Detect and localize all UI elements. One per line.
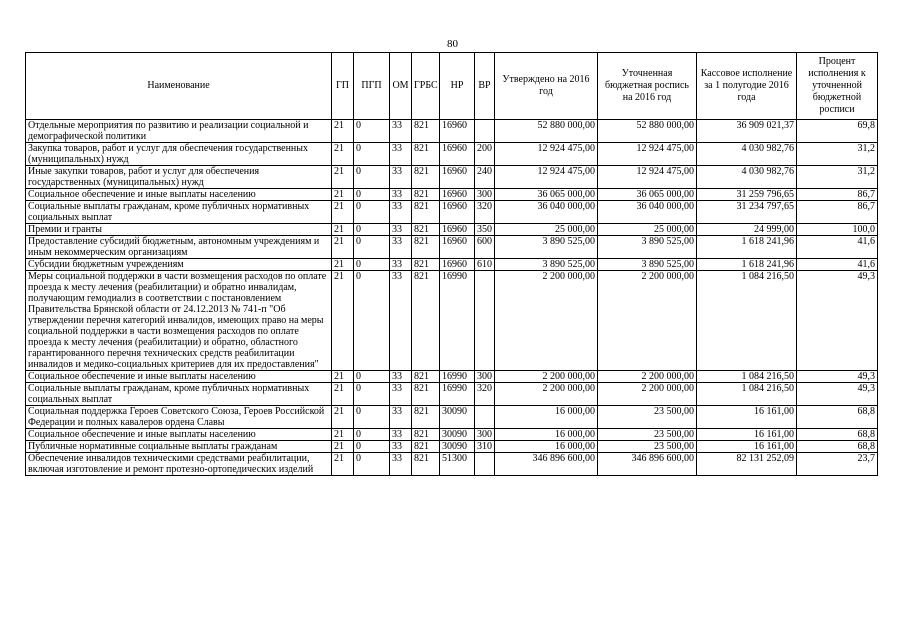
- cell-om: 33: [390, 441, 412, 453]
- cell-approved: 36 040 000,00: [495, 201, 598, 224]
- cell-cash: 16 161,00: [697, 406, 797, 429]
- cell-percent: 49,3: [797, 371, 878, 383]
- cell-refined: 25 000,00: [598, 224, 697, 236]
- cell-om: 33: [390, 453, 412, 476]
- cell-name: Меры социальной поддержки в части возмещения расходов по оплате проезда к месту лечения (реабилитации) и обратно инвалидам, получающим гемодиализ в соответствии с постановлением Правительства Брянской области от 24.12.2013 № 741-п "Об утверждении перечня категорий инвалидов, имеющих право на меры социальной поддержки в части возмещения расходов по оплате проезда к месту лечения (реабилитации) и обратно, областного гарантированного перечня технических средств реабилитации инвалидов и медико-социальных критериев для их предоставления": [26, 271, 332, 371]
- cell-pgp: 0: [354, 383, 390, 406]
- cell-grbs: 821: [412, 166, 440, 189]
- header-approved: Утверждено на 2016 год: [495, 53, 598, 120]
- cell-vr: [475, 453, 495, 476]
- cell-vr: 320: [475, 383, 495, 406]
- cell-om: 33: [390, 429, 412, 441]
- cell-refined: 12 924 475,00: [598, 166, 697, 189]
- cell-percent: 68,8: [797, 429, 878, 441]
- cell-gp: 21: [332, 236, 354, 259]
- cell-gp: 21: [332, 406, 354, 429]
- cell-percent: 31,2: [797, 143, 878, 166]
- cell-vr: 610: [475, 259, 495, 271]
- cell-np: 16960: [440, 224, 475, 236]
- cell-approved: 16 000,00: [495, 429, 598, 441]
- cell-approved: 12 924 475,00: [495, 143, 598, 166]
- cell-name: Закупка товаров, работ и услуг для обеспечения государственных (муниципальных) нужд: [26, 143, 332, 166]
- cell-pgp: 0: [354, 143, 390, 166]
- cell-om: 33: [390, 236, 412, 259]
- cell-gp: 21: [332, 441, 354, 453]
- table-row: [26, 120, 878, 143]
- cell-cash: 1 618 241,96: [697, 259, 797, 271]
- cell-gp: 21: [332, 271, 354, 371]
- cell-np: 16990: [440, 371, 475, 383]
- header-vr: ВР: [475, 53, 495, 120]
- cell-cash: 36 909 021,37: [697, 120, 797, 143]
- cell-approved: 36 065 000,00: [495, 189, 598, 201]
- cell-name: Социальное обеспечение и иные выплаты населению: [26, 429, 332, 441]
- cell-grbs: 821: [412, 371, 440, 383]
- cell-gp: 21: [332, 371, 354, 383]
- cell-percent: 86,7: [797, 201, 878, 224]
- cell-grbs: 821: [412, 453, 440, 476]
- header-cash: Кассовое исполнение за 1 полугодие 2016 года: [697, 53, 797, 120]
- cell-refined: 2 200 000,00: [598, 383, 697, 406]
- cell-approved: 52 880 000,00: [495, 120, 598, 143]
- cell-cash: 4 030 982,76: [697, 143, 797, 166]
- table-row: [26, 259, 878, 271]
- cell-vr: 600: [475, 236, 495, 259]
- header-name: Наименование: [26, 53, 332, 120]
- cell-grbs: 821: [412, 189, 440, 201]
- table-row: [26, 201, 878, 224]
- cell-percent: 31,2: [797, 166, 878, 189]
- cell-refined: 23 500,00: [598, 441, 697, 453]
- table-row: [26, 143, 878, 166]
- cell-vr: 300: [475, 429, 495, 441]
- cell-np: 16960: [440, 143, 475, 166]
- table-row: [26, 166, 878, 189]
- cell-pgp: 0: [354, 429, 390, 441]
- cell-pgp: 0: [354, 224, 390, 236]
- cell-cash: 16 161,00: [697, 429, 797, 441]
- cell-percent: 68,8: [797, 441, 878, 453]
- header-gp: ГП: [332, 53, 354, 120]
- cell-name: Премии и гранты: [26, 224, 332, 236]
- cell-cash: 1 084 216,50: [697, 371, 797, 383]
- page-number: 80: [447, 38, 458, 50]
- cell-approved: 16 000,00: [495, 441, 598, 453]
- cell-approved: 2 200 000,00: [495, 271, 598, 371]
- cell-approved: 2 200 000,00: [495, 371, 598, 383]
- header-om: ОМ: [390, 53, 412, 120]
- cell-refined: 2 200 000,00: [598, 371, 697, 383]
- cell-gp: 21: [332, 189, 354, 201]
- cell-cash: 24 999,00: [697, 224, 797, 236]
- table-row: [26, 383, 878, 406]
- cell-grbs: 821: [412, 259, 440, 271]
- cell-vr: 310: [475, 441, 495, 453]
- cell-refined: 3 890 525,00: [598, 236, 697, 259]
- cell-np: 16960: [440, 201, 475, 224]
- cell-name: Социальные выплаты гражданам, кроме публичных нормативных социальных выплат: [26, 383, 332, 406]
- cell-percent: 41,6: [797, 236, 878, 259]
- cell-refined: 346 896 600,00: [598, 453, 697, 476]
- cell-name: Социальные выплаты гражданам, кроме публичных нормативных социальных выплат: [26, 201, 332, 224]
- cell-gp: 21: [332, 143, 354, 166]
- header-grbs: ГРБС: [412, 53, 440, 120]
- cell-vr: [475, 120, 495, 143]
- cell-gp: 21: [332, 166, 354, 189]
- cell-om: 33: [390, 371, 412, 383]
- cell-approved: 3 890 525,00: [495, 236, 598, 259]
- cell-vr: [475, 406, 495, 429]
- cell-refined: 23 500,00: [598, 406, 697, 429]
- cell-np: 16990: [440, 383, 475, 406]
- cell-pgp: 0: [354, 201, 390, 224]
- cell-pgp: 0: [354, 259, 390, 271]
- cell-grbs: 821: [412, 236, 440, 259]
- cell-refined: 3 890 525,00: [598, 259, 697, 271]
- header-pgp: ПГП: [354, 53, 390, 120]
- cell-np: 30090: [440, 406, 475, 429]
- cell-vr: 300: [475, 189, 495, 201]
- table-row: [26, 224, 878, 236]
- cell-refined: 36 065 000,00: [598, 189, 697, 201]
- cell-cash: 1 618 241,96: [697, 236, 797, 259]
- table-row: [26, 189, 878, 201]
- cell-refined: 36 040 000,00: [598, 201, 697, 224]
- cell-grbs: 821: [412, 271, 440, 371]
- cell-pgp: 0: [354, 441, 390, 453]
- cell-gp: 21: [332, 120, 354, 143]
- cell-om: 33: [390, 259, 412, 271]
- header-row: [26, 53, 878, 120]
- cell-percent: 69,8: [797, 120, 878, 143]
- cell-vr: 240: [475, 166, 495, 189]
- cell-approved: 346 896 600,00: [495, 453, 598, 476]
- cell-name: Отдельные мероприятия по развитию и реализации социальной и демографической политики: [26, 120, 332, 143]
- cell-approved: 3 890 525,00: [495, 259, 598, 271]
- cell-pgp: 0: [354, 271, 390, 371]
- cell-om: 33: [390, 166, 412, 189]
- cell-name: Иные закупки товаров, работ и услуг для обеспечения государственных (муниципальных) нужд: [26, 166, 332, 189]
- cell-refined: 2 200 000,00: [598, 271, 697, 371]
- cell-grbs: 821: [412, 224, 440, 236]
- cell-percent: 23,7: [797, 453, 878, 476]
- cell-pgp: 0: [354, 166, 390, 189]
- cell-np: 30090: [440, 429, 475, 441]
- cell-om: 33: [390, 120, 412, 143]
- cell-refined: 52 880 000,00: [598, 120, 697, 143]
- cell-cash: 4 030 982,76: [697, 166, 797, 189]
- cell-name: Социальное обеспечение и иные выплаты населению: [26, 371, 332, 383]
- cell-om: 33: [390, 143, 412, 166]
- cell-approved: 16 000,00: [495, 406, 598, 429]
- cell-om: 33: [390, 406, 412, 429]
- cell-om: 33: [390, 224, 412, 236]
- cell-percent: 49,3: [797, 383, 878, 406]
- cell-refined: 12 924 475,00: [598, 143, 697, 166]
- table-row: [26, 406, 878, 429]
- cell-gp: 21: [332, 429, 354, 441]
- cell-gp: 21: [332, 201, 354, 224]
- cell-vr: 320: [475, 201, 495, 224]
- cell-pgp: 0: [354, 120, 390, 143]
- cell-percent: 49,3: [797, 271, 878, 371]
- cell-vr: 300: [475, 371, 495, 383]
- header-refined: Уточненная бюджетная роспись на 2016 год: [598, 53, 697, 120]
- table-row: [26, 271, 878, 371]
- cell-grbs: 821: [412, 429, 440, 441]
- cell-np: 16960: [440, 189, 475, 201]
- cell-cash: 1 084 216,50: [697, 271, 797, 371]
- cell-approved: 25 000,00: [495, 224, 598, 236]
- cell-percent: 41,6: [797, 259, 878, 271]
- cell-om: 33: [390, 201, 412, 224]
- cell-name: Социальное обеспечение и иные выплаты населению: [26, 189, 332, 201]
- cell-np: 30090: [440, 441, 475, 453]
- cell-grbs: 821: [412, 120, 440, 143]
- cell-om: 33: [390, 189, 412, 201]
- cell-grbs: 821: [412, 406, 440, 429]
- table-row: [26, 429, 878, 441]
- cell-pgp: 0: [354, 189, 390, 201]
- cell-refined: 23 500,00: [598, 429, 697, 441]
- cell-vr: [475, 271, 495, 371]
- table-row: [26, 453, 878, 476]
- cell-percent: 100,0: [797, 224, 878, 236]
- cell-grbs: 821: [412, 201, 440, 224]
- cell-vr: 200: [475, 143, 495, 166]
- cell-approved: 2 200 000,00: [495, 383, 598, 406]
- budget-table: [25, 52, 878, 476]
- header-np: НР: [440, 53, 475, 120]
- cell-np: 16990: [440, 271, 475, 371]
- cell-cash: 1 084 216,50: [697, 383, 797, 406]
- cell-cash: 16 161,00: [697, 441, 797, 453]
- cell-np: 16960: [440, 120, 475, 143]
- cell-name: Предоставление субсидий бюджетным, автономным учреждениям и иным некоммерческим организациям: [26, 236, 332, 259]
- cell-name: Обеспечение инвалидов техническими средствами реабилитации, включая изготовление и ремонт протезно-ортопедических изделий: [26, 453, 332, 476]
- table-row: [26, 371, 878, 383]
- cell-pgp: 0: [354, 406, 390, 429]
- table-row: [26, 441, 878, 453]
- cell-np: 16960: [440, 236, 475, 259]
- cell-cash: 82 131 252,09: [697, 453, 797, 476]
- cell-pgp: 0: [354, 453, 390, 476]
- cell-np: 51300: [440, 453, 475, 476]
- cell-cash: 31 259 796,65: [697, 189, 797, 201]
- cell-gp: 21: [332, 383, 354, 406]
- cell-pgp: 0: [354, 371, 390, 383]
- cell-percent: 86,7: [797, 189, 878, 201]
- cell-om: 33: [390, 271, 412, 371]
- cell-np: 16960: [440, 259, 475, 271]
- cell-name: Субсидии бюджетным учреждениям: [26, 259, 332, 271]
- cell-om: 33: [390, 383, 412, 406]
- cell-gp: 21: [332, 259, 354, 271]
- cell-name: Публичные нормативные социальные выплаты гражданам: [26, 441, 332, 453]
- cell-pgp: 0: [354, 236, 390, 259]
- cell-np: 16960: [440, 166, 475, 189]
- table-row: [26, 236, 878, 259]
- cell-vr: 350: [475, 224, 495, 236]
- cell-approved: 12 924 475,00: [495, 166, 598, 189]
- cell-cash: 31 234 797,65: [697, 201, 797, 224]
- cell-gp: 21: [332, 224, 354, 236]
- cell-gp: 21: [332, 453, 354, 476]
- cell-grbs: 821: [412, 143, 440, 166]
- header-percent: Процент исполнения к уточненной бюджетной росписи: [797, 53, 878, 120]
- cell-name: Социальная поддержка Героев Советского Союза, Героев Российской Федерации и полных кавалеров ордена Славы: [26, 406, 332, 429]
- cell-grbs: 821: [412, 441, 440, 453]
- cell-percent: 68,8: [797, 406, 878, 429]
- cell-grbs: 821: [412, 383, 440, 406]
